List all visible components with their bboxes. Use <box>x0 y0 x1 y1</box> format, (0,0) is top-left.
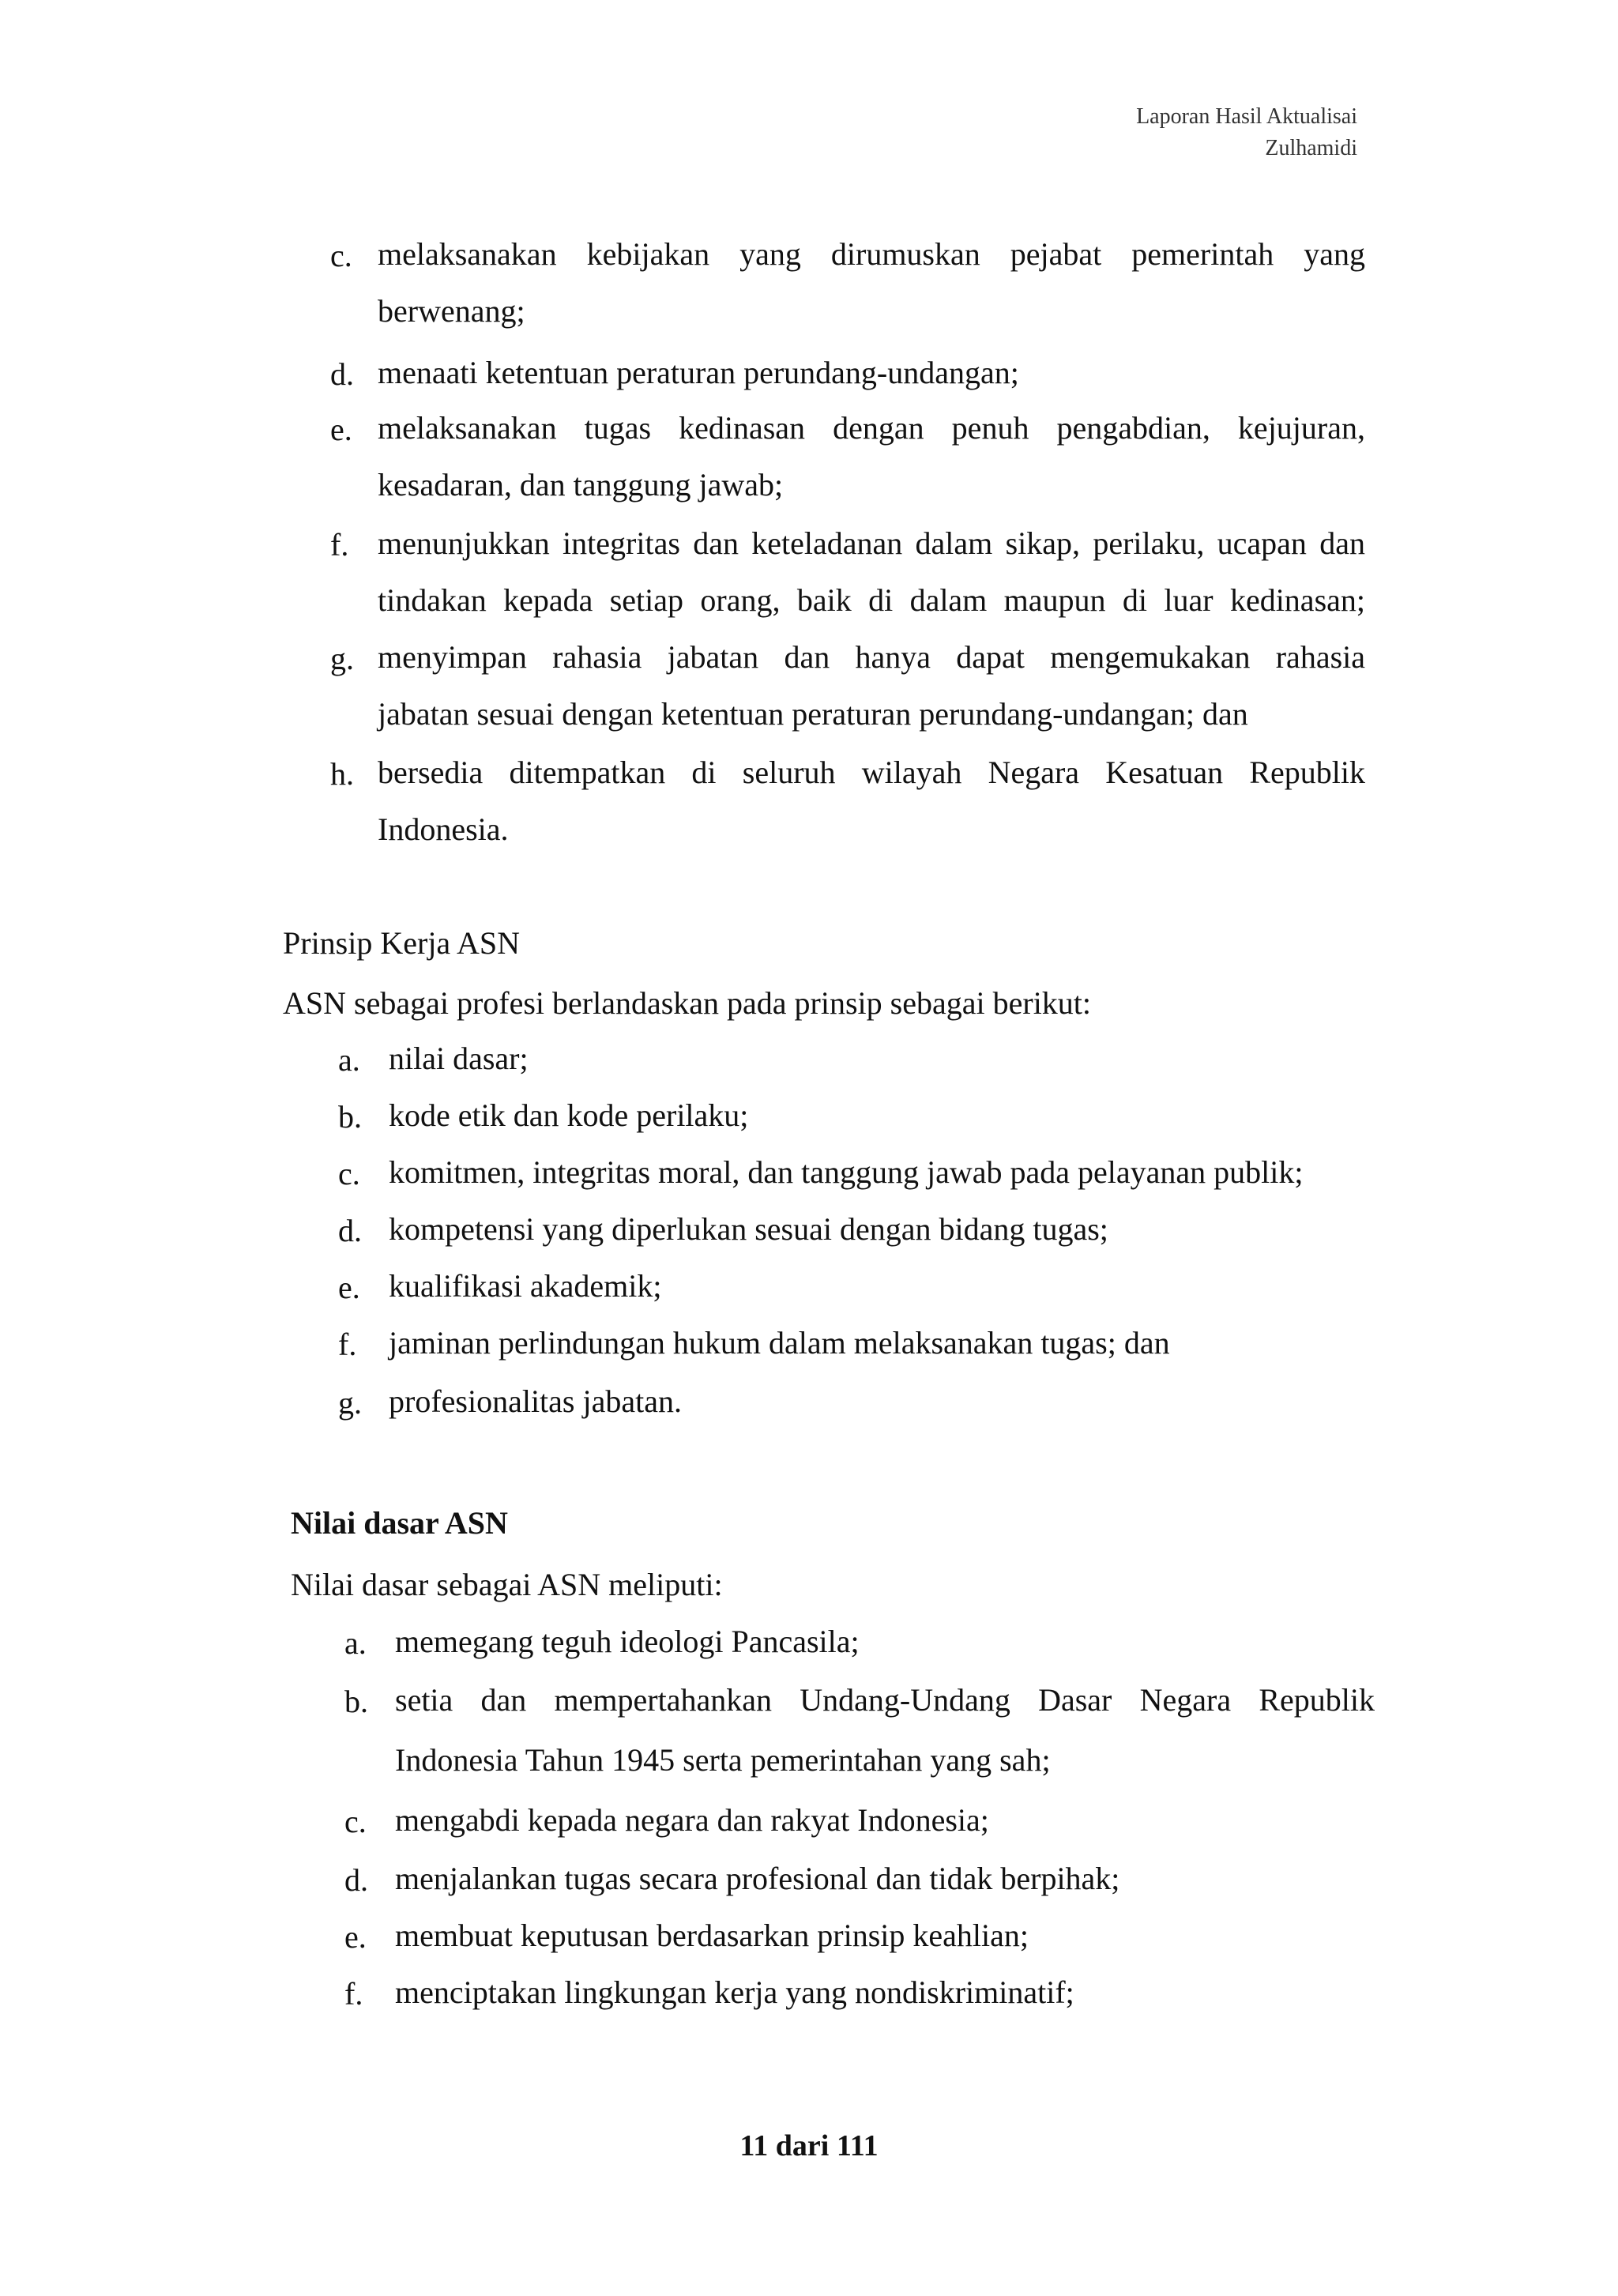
list-item-line: Indonesia Tahun 1945 serta pemerintahan yang sah; <box>395 1742 1051 1778</box>
list-marker: d. <box>338 1213 362 1248</box>
list-item-line: melaksanakan kebijakan yang dirumuskan pejabat pemerintah yang <box>378 236 1365 272</box>
list-marker: f. <box>344 1976 363 2012</box>
section-heading: Prinsip Kerja ASN <box>283 925 520 961</box>
list-item-line: menaati ketentuan peraturan perundang-undangan; <box>378 355 1019 390</box>
list-marker: d. <box>330 356 354 392</box>
list-item-line: jabatan sesuai dengan ketentuan peraturan perundang-undangan; dan <box>378 696 1248 732</box>
list-item: kualifikasi akademik; <box>389 1268 662 1304</box>
list-item-line: tindakan kepada setiap orang, baik di dalam maupun di luar kedinasan; <box>378 582 1365 618</box>
list-marker: a. <box>338 1042 360 1078</box>
list-item: jaminan perlindungan hukum dalam melaksanakan tugas; dan <box>389 1325 1170 1361</box>
list-marker: d. <box>344 1862 368 1898</box>
list-item: kode etik dan kode perilaku; <box>389 1097 749 1133</box>
list-item-line: memegang teguh ideologi Pancasila; <box>395 1624 860 1659</box>
list-item: nilai dasar; <box>389 1041 529 1076</box>
list-marker: c. <box>344 1804 367 1839</box>
list-item-line: kesadaran, dan tanggung jawab; <box>378 467 784 502</box>
list-item: kompetensi yang diperlukan sesuai dengan bidang tugas; <box>389 1211 1108 1247</box>
list-marker: e. <box>338 1270 360 1305</box>
page-header <box>1136 101 1357 164</box>
list-item-line: melaksanakan tugas kedinasan dengan penuh pengabdian, kejujuran, <box>378 410 1365 446</box>
list-item-line: mengabdi kepada negara dan rakyat Indonesia; <box>395 1802 989 1838</box>
list-item-line: menyimpan rahasia jabatan dan hanya dapat mengemukakan rahasia <box>378 639 1365 675</box>
section-intro: Nilai dasar sebagai ASN meliputi: <box>291 1567 723 1602</box>
list-item-line: Indonesia. <box>378 811 509 847</box>
list-marker: e. <box>330 412 352 447</box>
section-intro: ASN sebagai profesi berlandaskan pada prinsip sebagai berikut: <box>283 985 1092 1021</box>
header-report-title: Laporan Hasil Aktualisai <box>1136 104 1357 129</box>
section-heading: Nilai dasar ASN <box>291 1505 508 1541</box>
list-marker: e. <box>344 1919 367 1955</box>
list-item-line: menunjukkan integritas dan keteladanan dalam sikap, perilaku, ucapan dan <box>378 525 1365 561</box>
page-number: 11 dari 111 <box>739 2129 879 2162</box>
list-marker: g. <box>338 1385 362 1421</box>
list-item: komitmen, integritas moral, dan tanggung jawab pada pelayanan publik; <box>389 1154 1304 1190</box>
list-marker: f. <box>338 1327 357 1362</box>
list-marker: f. <box>330 527 349 563</box>
list-item-line: menjalankan tugas secara profesional dan tidak berpihak; <box>395 1861 1120 1896</box>
list-item-line: setia dan mempertahankan Undang-Undang Dasar Negara Republik <box>395 1682 1375 1718</box>
list-item-line: menciptakan lingkungan kerja yang nondiskriminatif; <box>395 1974 1074 2010</box>
list-marker: c. <box>330 238 352 273</box>
list-marker: c. <box>338 1156 360 1191</box>
list-marker: g. <box>330 641 354 676</box>
list-item-line: membuat keputusan berdasarkan prinsip keahlian; <box>395 1918 1029 1953</box>
list-item: profesionalitas jabatan. <box>389 1383 682 1419</box>
list-marker: h. <box>330 756 354 792</box>
list-marker: b. <box>344 1684 368 1719</box>
list-item-line: berwenang; <box>378 293 525 329</box>
list-item-line: bersedia ditempatkan di seluruh wilayah Negara Kesatuan Republik <box>378 755 1365 790</box>
header-author: Zulhamidi <box>1265 136 1357 160</box>
list-marker: a. <box>344 1625 367 1661</box>
list-marker: b. <box>338 1099 362 1135</box>
